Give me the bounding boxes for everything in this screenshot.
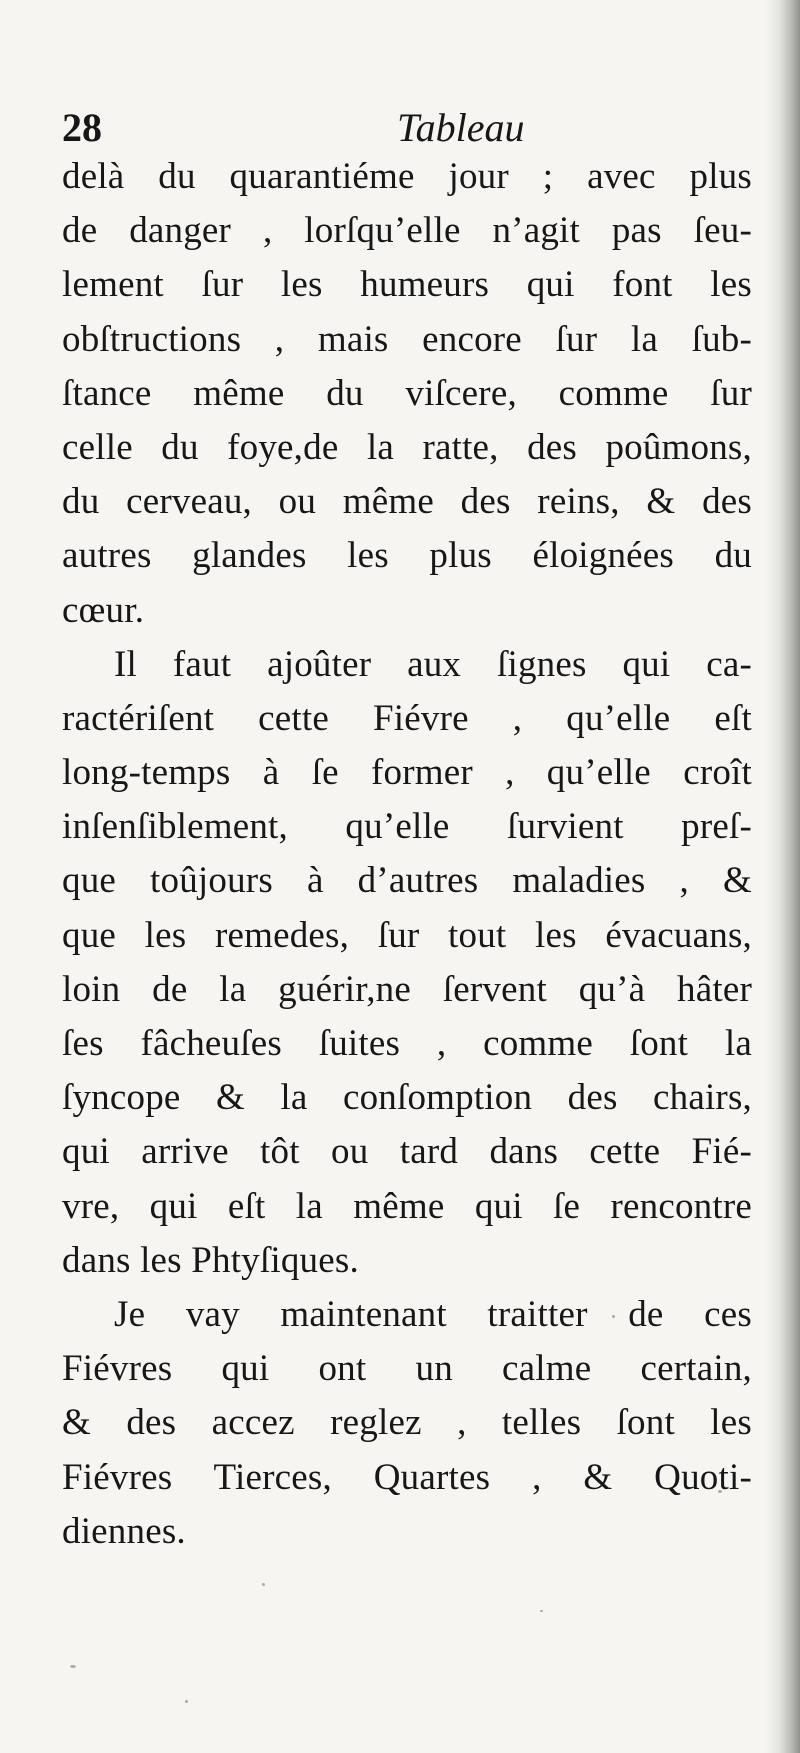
text-line: lement ſur les humeurs qui font les [62,264,752,306]
text-line: long-temps à ſe former , qu’elle croît [62,752,752,794]
text-line: que toûjours à d’autres maladies , & [62,860,752,902]
text-line: du cerveau, ou même des reins, & des [62,481,752,523]
binding-edge [766,0,800,1753]
text-line: qui arrive tôt ou tard dans cette Fié- [62,1131,752,1173]
text-line: delà du quarantiéme jour ; avec plus [62,156,752,197]
text-line: cœur. [62,589,145,631]
text-line: diennes. [62,1510,186,1552]
text-line: autres glandes les plus éloignées du [62,535,752,577]
text-line: ſyncope & la conſomption des chairs, [62,1077,752,1119]
text-line: ſes fâcheuſes ſuites , comme ſont la [62,1023,752,1064]
print-speck [262,1583,265,1586]
page-number: 28 [62,105,102,150]
text-line: inſenſiblement, qu’elle ſurvient preſ- [62,806,752,848]
text-line: obſtructions , mais encore ſur la ſub- [62,318,752,360]
text-line: celle du foye,de la ratte, des poûmons, [62,426,752,468]
text-line: ſtance même du viſcere, comme ſur [62,372,752,414]
text-line: vre, qui eſt la même qui ſe rencontre [62,1185,752,1227]
text-line: que les remedes, ſur tout les évacuans, [62,914,752,956]
text-line: de danger , lorſqu’elle n’agit pas ſeu- [62,210,752,252]
body-text [62,150,752,1559]
print-speck [185,1700,188,1703]
text-line: & des accez reglez , telles ſont les [62,1402,752,1444]
text-line: Fiévres Tierces, Quartes , & Quoti- [62,1456,752,1498]
text-line: Fiévres qui ont un calme certain, [62,1348,752,1390]
text-line: loin de la guérir,ne ſervent qu’à hâter [62,968,752,1010]
print-speck [540,1610,543,1612]
text-line: ractériſent cette Fiévre , qu’elle eſt [62,697,752,739]
print-speck [70,1665,76,1668]
text-line: dans les Phtyſiques. [62,1239,359,1281]
text-line: Il faut ajoûter aux ſignes qui ca- [114,643,752,685]
text-line: Je vay maintenant traitter de ces [114,1293,752,1335]
page-header [62,103,742,153]
running-title: Tableau [397,105,525,150]
